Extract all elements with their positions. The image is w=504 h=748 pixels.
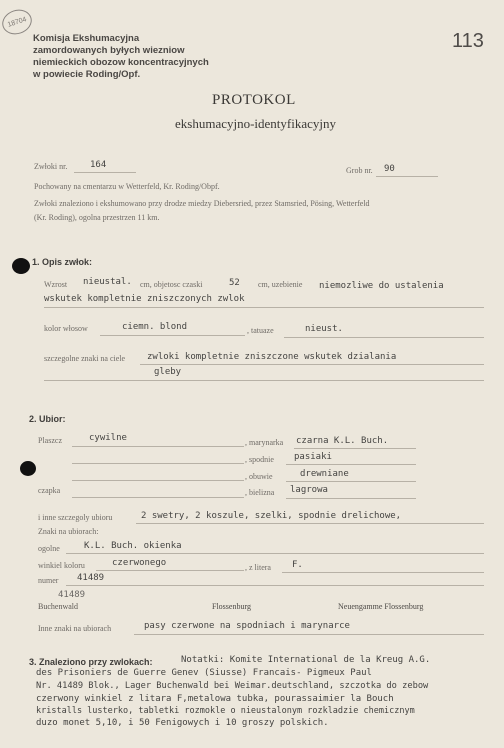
archive-stamp: 18704 <box>0 6 35 38</box>
znaki-cielo-value: zwloki kompletnie zniszczone wskutek dzialania <box>147 352 397 362</box>
inne-ubioru-rule <box>136 523 484 524</box>
zwloki-label: Zwłoki nr. <box>34 162 68 171</box>
flossenburg-stamp: Flossenburg <box>212 602 251 611</box>
commission-header: Komisja Ekshumacyjna zamordowanych byłych wiezniow niemieckich obozow koncentracyjnych w powiecie Roding/Opf. <box>33 33 209 80</box>
znaleziono-text-2: (Kr. Roding), ogolna przestrzen 11 km. <box>34 213 160 222</box>
uzebienie-label: cm, uzebienie <box>258 280 303 289</box>
section3-line-5: kristalls lusterko, tabletki rozmokle o nieustalonym rozkladzie chemicznym <box>36 706 415 716</box>
ogolne-label: ogolne <box>38 544 60 553</box>
numer-rule <box>66 585 484 586</box>
grob-label: Grob nr. <box>346 166 373 175</box>
grob-value: 90 <box>384 164 395 174</box>
czapka-rule <box>72 497 244 498</box>
grob-rule <box>376 176 438 177</box>
obuwie-value: drewniane <box>300 469 349 479</box>
section3-line-1: Notatki: Komite International de la Kreug A.G. <box>181 655 431 665</box>
section1-title: 1. Opis zwłok: <box>32 257 93 267</box>
czaska-value: 52 <box>229 278 240 288</box>
inne-ubioru-label: i inne szczegoly ubioru <box>38 513 113 522</box>
bielizna-value-rule <box>286 498 416 499</box>
tatuaze-rule <box>284 337 484 338</box>
winkiel-rule <box>96 570 244 571</box>
section3-line-2: des Prisoniers de Guerre Genev (Siusse) Francais- Pigmeux Paul <box>36 668 372 678</box>
section3-title: 3. Znaleziono przy zwlokach: <box>29 657 153 667</box>
plaszcz-value: cywilne <box>89 433 127 443</box>
spodnie-rule <box>72 463 244 464</box>
neuengamme-stamp: Neuengamme Flossenburg <box>338 602 424 611</box>
uzebienie-continued: wskutek kompletnie zniszczonych zwlok <box>44 294 245 304</box>
kolor-value: ciemn. blond <box>122 322 188 332</box>
znaki-ubiorach-label: Znaki na ubiorach: <box>38 527 99 536</box>
tatuaze-label: , tatuaze <box>247 326 274 335</box>
numer-label: numer <box>38 576 59 585</box>
spodnie-value: pasiaki <box>294 452 332 462</box>
inne-znaki-rule <box>134 634 484 635</box>
zwloki-value: 164 <box>90 160 107 170</box>
wzrost-value: nieustal. <box>83 277 132 287</box>
kolor-label: kolor włosow <box>44 324 88 333</box>
punch-hole-top <box>12 258 30 274</box>
litera-value: F. <box>292 560 303 570</box>
page-number: 113 <box>452 30 484 52</box>
inne-znaki-value: pasy czerwone na spodniach i marynarce <box>144 621 350 631</box>
wzrost-label: Wzrost <box>44 280 68 289</box>
znaki-cielo-rule-2 <box>44 380 484 381</box>
handwritten-number: 41489 <box>58 590 86 600</box>
spodnie-label: , spodnie <box>245 455 274 464</box>
czapka-label: czapka <box>38 486 61 495</box>
znaki-cielo-label: szczegolne znaki na ciele <box>44 354 126 363</box>
section3-line-4: czerwony winkiel z litara F,metalowa tubka, pourassaimier la Bouch <box>36 694 394 704</box>
tatuaze-value: nieust. <box>305 324 343 334</box>
spodnie-value-rule <box>286 464 416 465</box>
znaki-cielo-continued: gleby <box>154 367 182 377</box>
litera-rule <box>282 572 484 573</box>
marynarka-value: czarna K.L. Buch. <box>296 436 389 446</box>
znaki-cielo-rule-1 <box>140 364 484 365</box>
uzebienie-rule <box>44 307 484 308</box>
cm-label: cm, objetosc czaski <box>140 280 203 289</box>
ogolne-value: K.L. Buch. okienka <box>84 541 182 551</box>
winkiel-label: winkiel koloru <box>38 561 85 570</box>
inne-ubioru-value: 2 swetry, 2 koszule, szelki, spodnie drelichowe, <box>141 511 402 521</box>
punch-hole-bottom <box>20 461 36 476</box>
pochowany-text: Pochowany na cmentarzu w Wetterfeld, Kr. Roding/Obpf. <box>34 182 220 191</box>
section3-line-3: Nr. 41489 Blok., Lager Buchenwald bei Weimar.deutschland, szczotka do zebow <box>36 681 429 691</box>
zwloki-rule <box>74 172 136 173</box>
obuwie-label: , obuwie <box>245 472 273 481</box>
plaszcz-label: Plaszcz <box>38 436 62 445</box>
kolor-rule <box>100 335 245 336</box>
obuwie-value-rule <box>286 481 416 482</box>
bielizna-label: , bielizna <box>245 488 275 497</box>
uzebienie-value: niemozliwe do ustalenia <box>319 281 444 291</box>
znaleziono-text-1: Zwłoki znaleziono i ekshumowano przy drodze miedzy Diebersried, przez Stamsried, Pösing, Wetterfeld <box>34 199 370 208</box>
litera-label: , z litera <box>245 563 271 572</box>
numer-value: 41489 <box>77 573 105 583</box>
document-title: PROTOKOL <box>212 92 296 108</box>
obuwie-rule <box>72 480 244 481</box>
marynarka-label: , marynarka <box>245 438 284 447</box>
bielizna-value: lagrowa <box>290 485 328 495</box>
marynarka-rule <box>294 448 416 449</box>
buchenwald-label: Buchenwald <box>38 602 78 611</box>
winkiel-value: czerwonego <box>112 558 167 568</box>
section2-title: 2. Ubior: <box>29 414 66 424</box>
inne-znaki-label: Inne znaki na ubiorach <box>38 624 112 633</box>
ogolne-rule <box>66 553 484 554</box>
document-subtitle: ekshumacyjno-identyfikacyjny <box>175 116 337 131</box>
section3-line-6: duzo monet 5,10, i 50 Fenigowych i 10 groszy polskich. <box>36 718 329 728</box>
plaszcz-rule <box>72 446 244 447</box>
